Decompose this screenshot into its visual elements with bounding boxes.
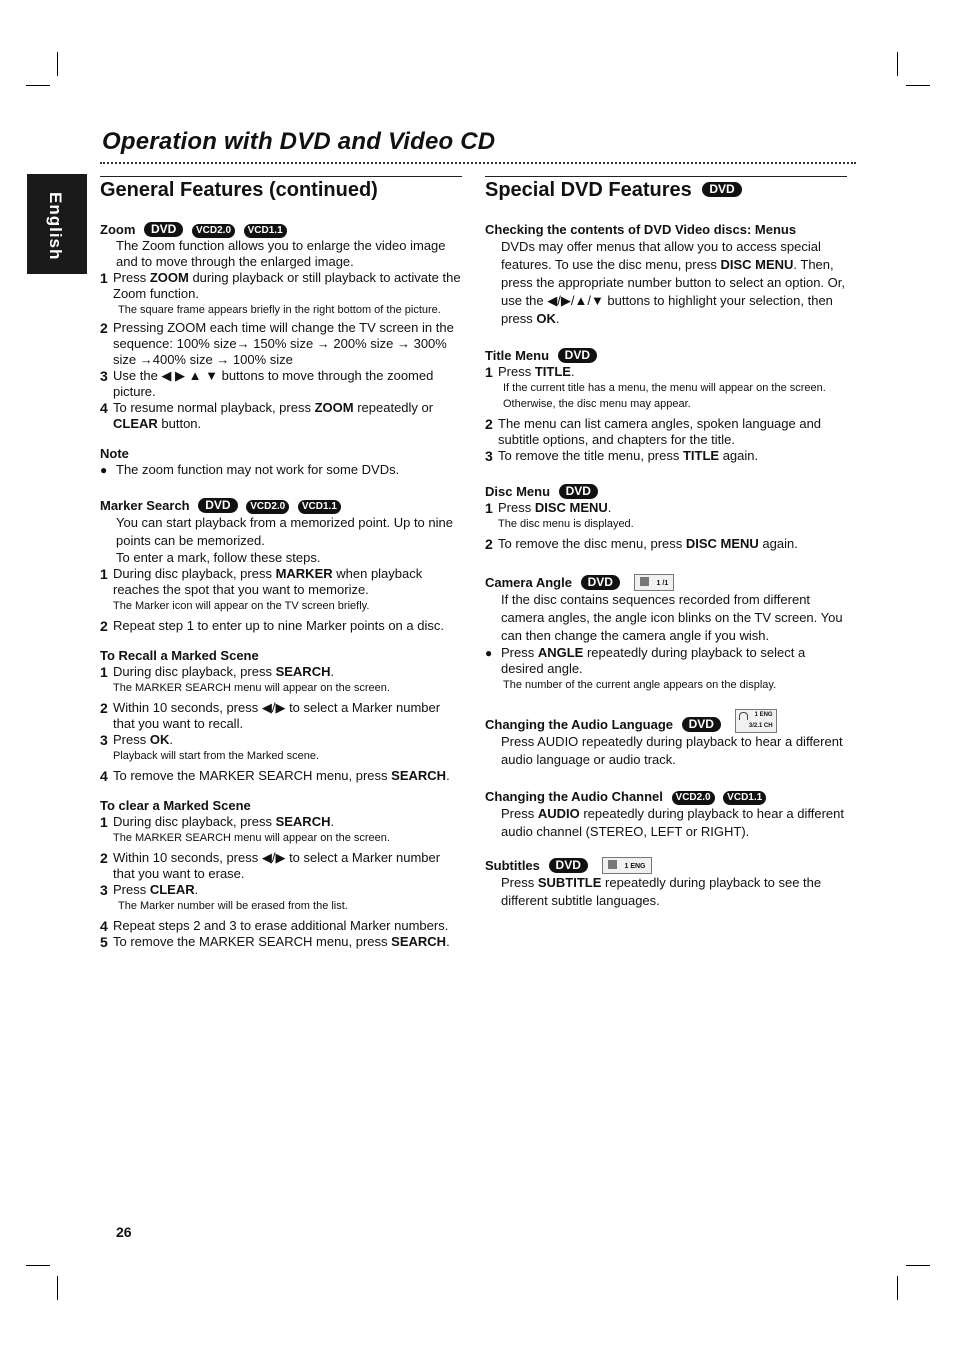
recall-step-4: 4 To remove the MARKER SEARCH menu, press SEARCH. [100,768,450,784]
crop-mark [897,1276,898,1300]
zoom-intro: The Zoom function allows you to enlarge the video image and to move through the enlarged image. [116,238,446,269]
camera-angle-note: The number of the current angle appears on the display. [503,679,777,691]
recall-step-1: 1 During disc playback, press SEARCH. [100,664,335,680]
audio-channel-text: Press AUDIO repeatedly during playback to hear a different audio channel (STEREO, LEFT or RIGHT). [501,806,844,839]
vcd11-badge: VCD1.1 [723,791,766,805]
marker-step-1: 1 During disc playback, press MARKER when playback reaches the spot that you want to memorize. [100,566,423,597]
clear-step-1-note: The MARKER SEARCH menu will appear on the screen. [113,832,390,844]
dvd-badge: DVD [559,484,598,499]
clear-step-2: 2 Within 10 seconds, press ◀/▶ to select a Marker number that you want to erase. [100,850,441,881]
disc-menu-step-1: 1 Press DISC MENU. [485,500,612,516]
title-menu-heading: Title Menu DVD [485,348,847,364]
recall-step-2: 2 Within 10 seconds, press ◀/▶ to select a Marker number that you want to recall. [100,700,441,731]
audio-osd-icon: 1 ENG 3/2.1 CH [735,709,777,733]
clear-step-3: 3 Press CLEAR. [100,882,199,898]
left-column [100,176,462,950]
dvd-badge: DVD [581,575,620,590]
marker-step-2: 2 Repeat step 1 to enter up to nine Marker points on a disc. [100,618,444,634]
audio-language-text: Press AUDIO repeatedly during playback to hear a different audio language or audio track. [501,734,843,767]
marker-intro-2: To enter a mark, follow these steps. [116,550,321,565]
vcd20-badge: VCD2.0 [192,224,235,238]
dvd-badge: DVD [198,498,237,513]
recall-step-3-note: Playback will start from the Marked scene. [113,750,320,762]
vcd20-badge: VCD2.0 [246,500,289,514]
subtitle-osd-icon: 1 ENG [602,857,652,874]
dvd-badge: DVD [558,348,597,363]
audio-language-heading: Changing the Audio Language DVD 1 ENG 3/2.1 CH [485,709,847,733]
camera-angle-heading: Camera Angle DVD 1 /1 [485,574,847,591]
zoom-step-1-note: The square frame appears briefly in the right bottom of the picture. [118,304,441,316]
crop-mark [57,1276,58,1300]
title-menu-step-1-note: If the current title has a menu, the menu will appear on the screen. Otherwise, the disc menu may appear. [503,382,826,410]
section-heading-special: Special DVD Features DVD [485,176,847,204]
disc-menu-heading: Disc Menu DVD [485,484,847,500]
clear-step-1: 1 During disc playback, press SEARCH. [100,814,335,830]
subtitles-heading: Subtitles DVD 1 ENG [485,857,847,874]
right-column [485,176,847,910]
crop-mark [26,1265,50,1266]
dvd-badge: DVD [144,222,183,237]
crop-mark [906,85,930,86]
zoom-step-2: 2 Pressing ZOOM each time will change the TV screen in the sequence: 100% size→ 150% size → 200% size → 300% size →400% size → 100% size [100,320,454,367]
note-heading: Note [100,446,129,461]
note-text: ● The zoom function may not work for some DVDs. [100,462,462,478]
clear-step-3-note: The Marker number will be erased from the list. [118,900,348,912]
clear-step-4: 4 Repeat steps 2 and 3 to erase additional Marker numbers. [100,918,449,934]
recall-step-3: 3 Press OK. [100,732,173,748]
title-menu-step-3: 3 To remove the title menu, press TITLE again. [485,448,759,464]
title-menu-step-2: 2 The menu can list camera angles, spoken language and subtitle options, and chapters for the title. [485,416,822,447]
marker-step-1-note: The Marker icon will appear on the TV screen briefly. [113,600,370,612]
dvd-badge: DVD [549,858,588,873]
angle-osd-icon: 1 /1 [634,574,675,591]
camera-angle-text: If the disc contains sequences recorded from different camera angles, the angle icon blinks on the TV screen. You can then change the camera angle if you wish. [501,592,843,643]
vcd11-badge: VCD1.1 [244,224,287,238]
disc-menu-step-2: 2 To remove the disc menu, press DISC MENU again. [485,536,798,552]
language-tab [27,174,87,274]
disc-menu-step-1-note: The disc menu is displayed. [498,518,634,530]
marker-search-heading: Marker Search DVD VCD2.0 VCD1.1 [100,498,462,514]
camera-angle-bullet: ● Press ANGLE repeatedly during playback to select a desired angle. [485,645,847,677]
crop-mark [906,1265,930,1266]
audio-channel-heading: Changing the Audio Channel VCD2.0 VCD1.1 [485,789,847,805]
vcd20-badge: VCD2.0 [672,791,715,805]
recall-heading: To Recall a Marked Scene [100,648,259,663]
crop-mark [26,85,50,86]
title-divider [100,162,856,164]
section-heading-general: General Features (continued) [100,176,462,204]
page-number: 26 [116,1224,132,1240]
vcd11-badge: VCD1.1 [298,500,341,514]
marker-intro: You can start playback from a memorized point. Up to nine points can be memorized. [116,515,453,548]
recall-step-1-note: The MARKER SEARCH menu will appear on the screen. [113,682,390,694]
dvd-badge: DVD [702,182,741,197]
language-tab-label: English [46,192,65,261]
subtitles-text: Press SUBTITLE repeatedly during playback to see the different subtitle languages. [501,875,822,908]
crop-mark [897,52,898,76]
clear-heading: To clear a Marked Scene [100,798,251,813]
menus-text: DVDs may offer menus that allow you to access special features. To use the disc menu, press DISC MENU. Then, press the appropriate number button to select an option. Or, use the ◀/▶/▲/▼ buttons to highlight your selection, then press OK. [501,239,845,326]
zoom-step-4: 4 To resume normal playback, press ZOOM repeatedly or CLEAR button. [100,400,434,431]
crop-mark [57,52,58,76]
zoom-step-1: 1 Press ZOOM during playback or still playback to activate the Zoom function. [100,270,461,301]
dvd-badge: DVD [682,717,721,732]
clear-step-5: 5 To remove the MARKER SEARCH menu, press SEARCH. [100,934,450,950]
page-title: Operation with DVD and Video CD [102,128,496,155]
menus-heading: Checking the contents of DVD Video discs: Menus [485,222,797,237]
title-menu-step-1: 1 Press TITLE. [485,364,575,380]
zoom-step-3: 3 Use the ◀ ▶ ▲ ▼ buttons to move through the zoomed picture. [100,368,434,399]
zoom-heading: Zoom DVD VCD2.0 VCD1.1 [100,222,462,238]
